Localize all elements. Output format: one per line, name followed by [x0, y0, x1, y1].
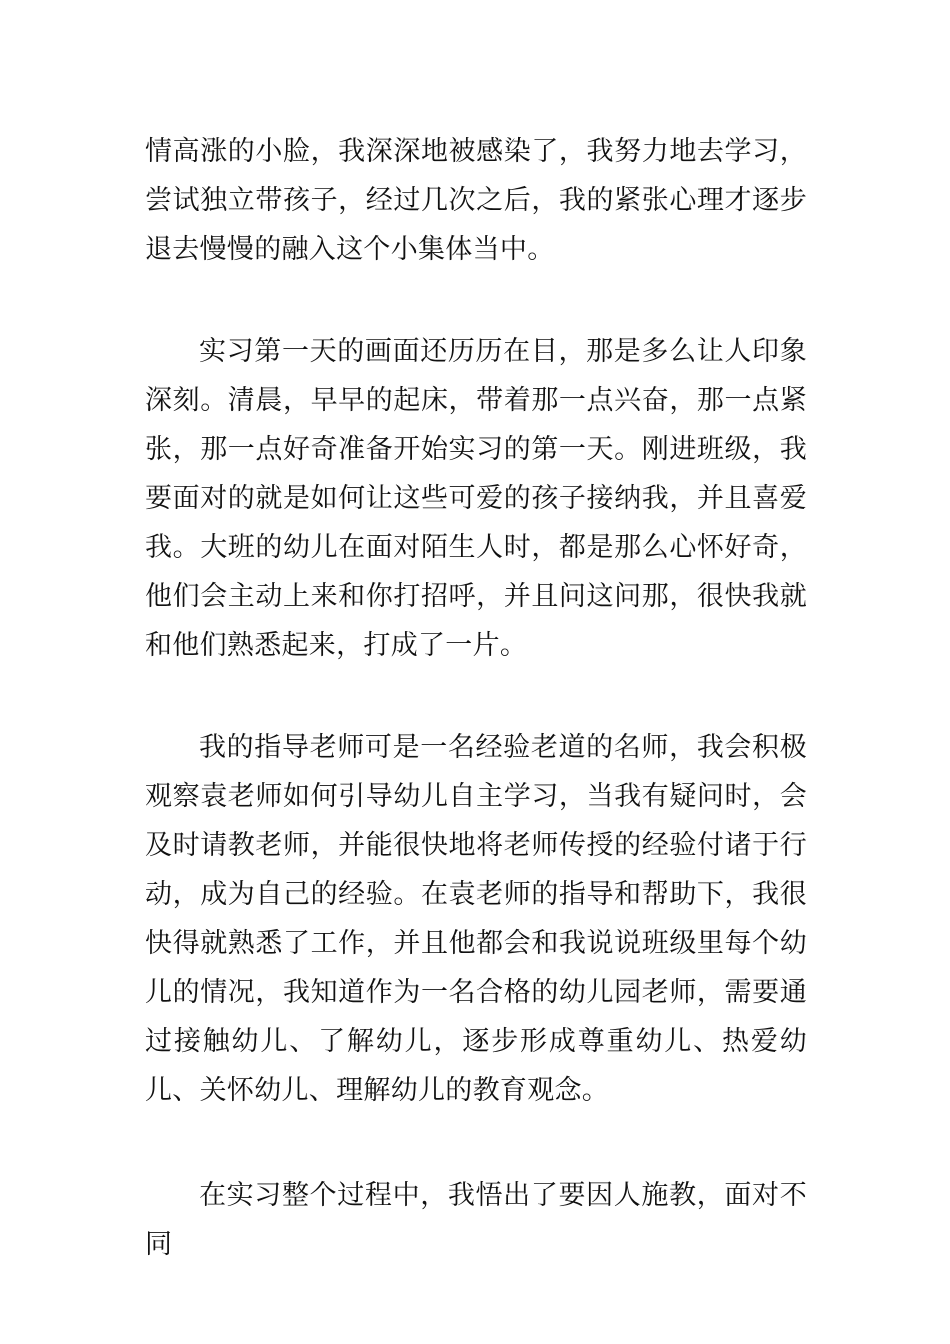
- paragraph-1: 情高涨的小脸，我深深地被感染了，我努力地去学习，尝试独立带孩子，经过几次之后，我的紧张心理才逐步退去慢慢的融入这个小集体当中。: [145, 136, 807, 265]
- paragraph-4: 在实习整个过程中，我悟出了要因人施教，面对不同: [145, 1180, 807, 1260]
- paragraph-3: 我的指导老师可是一名经验老道的名师，我会积极观察袁老师如何引导幼儿自主学习，当我有疑问时，会及时请教老师，并能很快地将老师传授的经验付诸于行动，成为自己的经验。在袁老师的指导和帮助下，我很快得就熟悉了工作，并且他都会和我说说班级里每个幼儿的情况，我知道作为一名合格的幼儿园老师，需要通过接触幼儿、了解幼儿，逐步形成尊重幼儿、热爱幼儿、关怀幼儿、理解幼儿的教育观念。: [145, 732, 807, 1106]
- paragraph-2: 实习第一天的画面还历历在目，那是多么让人印象深刻。清晨，早早的起床，带着那一点兴奋，那一点紧张，那一点好奇准备开始实习的第一天。刚进班级，我要面对的就是如何让这些可爱的孩子接纳我，并且喜爱我。大班的幼儿在面对陌生人时，都是那么心怀好奇，他们会主动上来和你打招呼，并且问这问那，很快我就和他们熟悉起来，打成了一片。: [145, 336, 807, 661]
